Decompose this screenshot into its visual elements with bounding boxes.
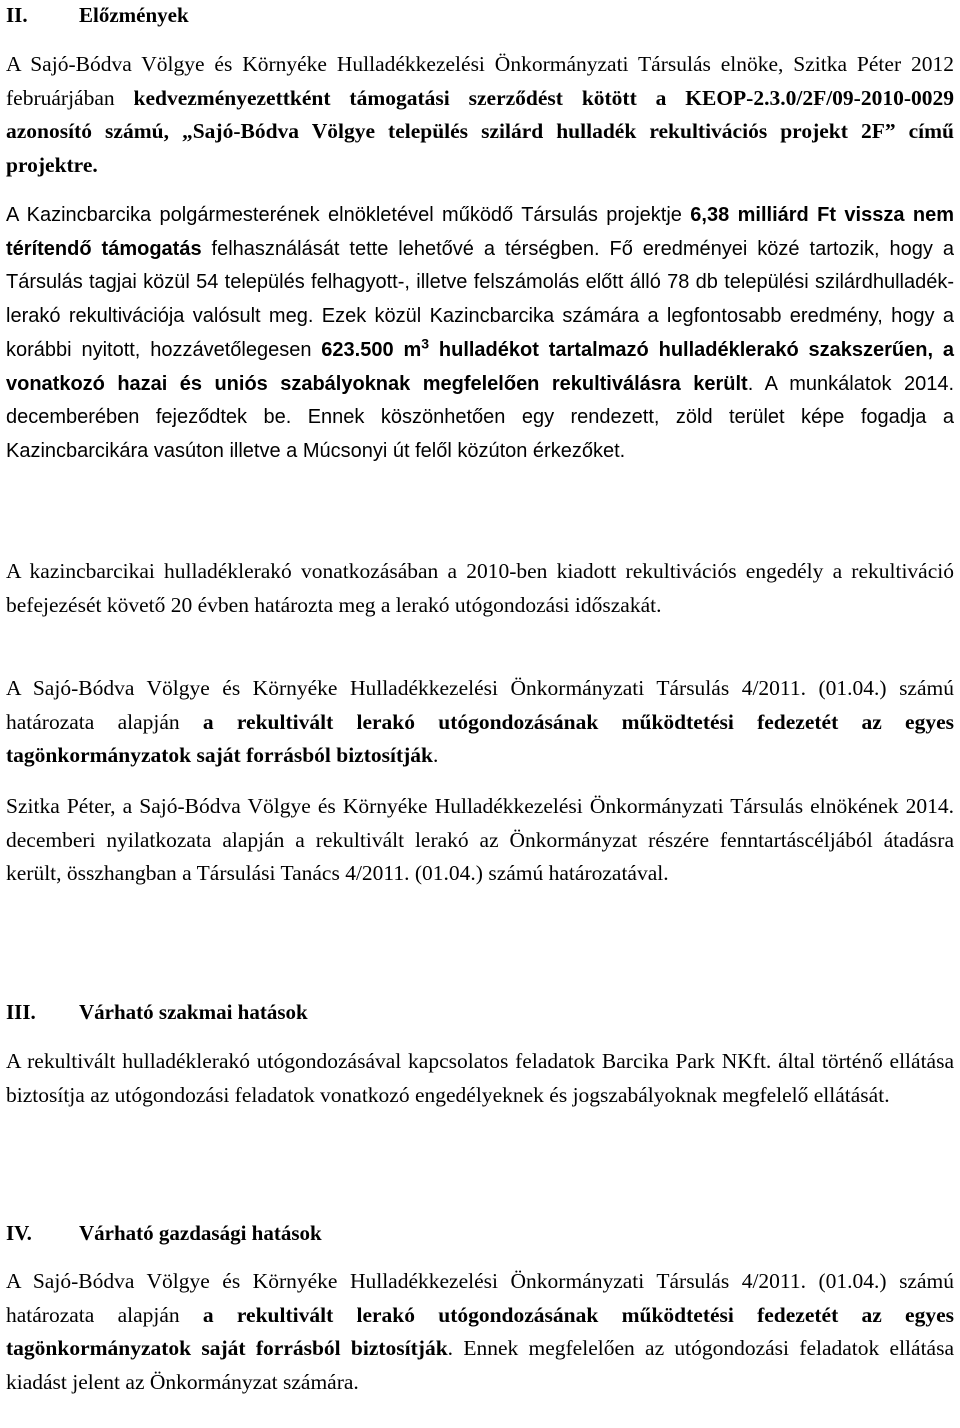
bold-text-run: 623.500 m <box>321 338 422 361</box>
bold-text-run: a rekultivált lerakó utógondozásának működtetési fedezetét az egyes tagönkormányzatok saját forrásból biztosítják <box>6 1302 954 1361</box>
text-run: . <box>92 152 98 177</box>
section-heading-iii <box>6 999 308 1025</box>
text-run: A Kazincbarcika polgármesterének elnökletével működő Társulás projektje <box>6 204 691 226</box>
bold-text-run: a rekultivált lerakó utógondozásának működtetési fedezetét az egyes tagönkormányzatok saját forrásból biztosítják <box>6 709 954 768</box>
superscript: 3 <box>421 335 430 352</box>
bold-text-run: 6,38 milliárd Ft vissza nem térítendő támogatás <box>6 204 954 260</box>
text-run: A Sajó-Bódva Völgye és Környéke Hulladékkezelési Önkormányzati Társulás elnöke, Szitka Péter 2012 februárjában <box>6 52 954 110</box>
paragraph-economic-impacts <box>6 1265 954 1399</box>
section-heading-ii <box>6 2 189 28</box>
paragraph-aftercare-period: A kazincbarcikai hulladéklerakó vonatkozásában a 2010-ben kiadott rekultivációs engedély a rekultiváció befejezését követő 20 évben határozta meg a lerakó utógondozási időszakát. <box>6 559 954 617</box>
section-number: II. <box>6 3 28 27</box>
section-heading-iv <box>6 1220 322 1246</box>
text-run: . A munkálatok 2014. decemberében fejeződtek be. Ennek köszönhetően egy rendezett, zöld terület képe fogadja a Kazincbarcikára vasúton illetve a Múcsonyi út felől közúton érkezőket. <box>6 372 955 462</box>
section-title: Várható gazdasági hatások <box>79 1221 322 1245</box>
bold-text-run: kedvezményezettként támogatási szerződést kötött a KEOP-2.3.0/2F/09-2010-0029 azonosító számú, „Sajó-Bódva Völgye település szilárd hulladék rekultivációs projekt 2F” című projektre <box>6 85 954 177</box>
paragraph-funding-resolution <box>6 672 954 773</box>
text-run: . Ennek megfelelően az utógondozási feladatok ellátása kiadást jelent az Önkormányzat számára. <box>6 1336 954 1394</box>
text-run: Fő eredményei közé tartozik, hogy a Társulás tagjai közül 54 település felhagyott-, illetve felszámolás előtt álló 78 db települési szilárdhulladék-lerakó rekultivációja valósult meg. Ezek közül Kazincbarcika számára a legfontosabb eredmény, hogy a korábbi nyitott, hozzávetőlegesen <box>6 237 954 361</box>
text-run: felhasználását tette lehetővé a térségben. <box>201 237 610 260</box>
bold-text-run: hulladékot tartalmazó hulladéklerakó szakszerűen, a vonatkozó hazai és uniós szabályoknak megfelelően rekultiválásra került <box>6 338 955 395</box>
paragraph-professional-impacts: A rekultivált hulladéklerakó utógondozásával kapcsolatos feladatok Barcika Park NKft. által történő ellátása biztosítja az utógondozási feladatok vonatkozó engedélyeknek és jogszabályoknak megfelelő ellátását. <box>6 1049 954 1107</box>
section-number: IV. <box>6 1221 32 1245</box>
section-number: III. <box>6 1000 36 1024</box>
section-title: Várható szakmai hatások <box>79 1000 308 1024</box>
paragraph-project-contract <box>6 48 954 182</box>
paragraph-handover-statement: Szitka Péter, a Sajó-Bódva Völgye és Környéke Hulladékkezelési Önkormányzati Társulás elnökének 2014. decemberi nyilatkozata alapján a rekultivált lerakó az Önkormányzat részére fenntartáscéljából átadásra került, összhangban a Társulási Tanács 4/2011. (01.04.) számú határozatával. <box>6 794 954 886</box>
text-run: A Sajó-Bódva Völgye és Környéke Hulladékkezelési Önkormányzati Társulás 4/2011. (01.04.) számú határozata alapján <box>6 676 954 734</box>
section-title: Előzmények <box>79 3 189 27</box>
text-run: . <box>433 743 439 768</box>
text-run: A Sajó-Bódva Völgye és Környéke Hulladékkezelési Önkormányzati Társulás 4/2011. (01.04.) számú határozata alapján <box>6 1269 954 1327</box>
paragraph-project-results <box>6 199 954 469</box>
